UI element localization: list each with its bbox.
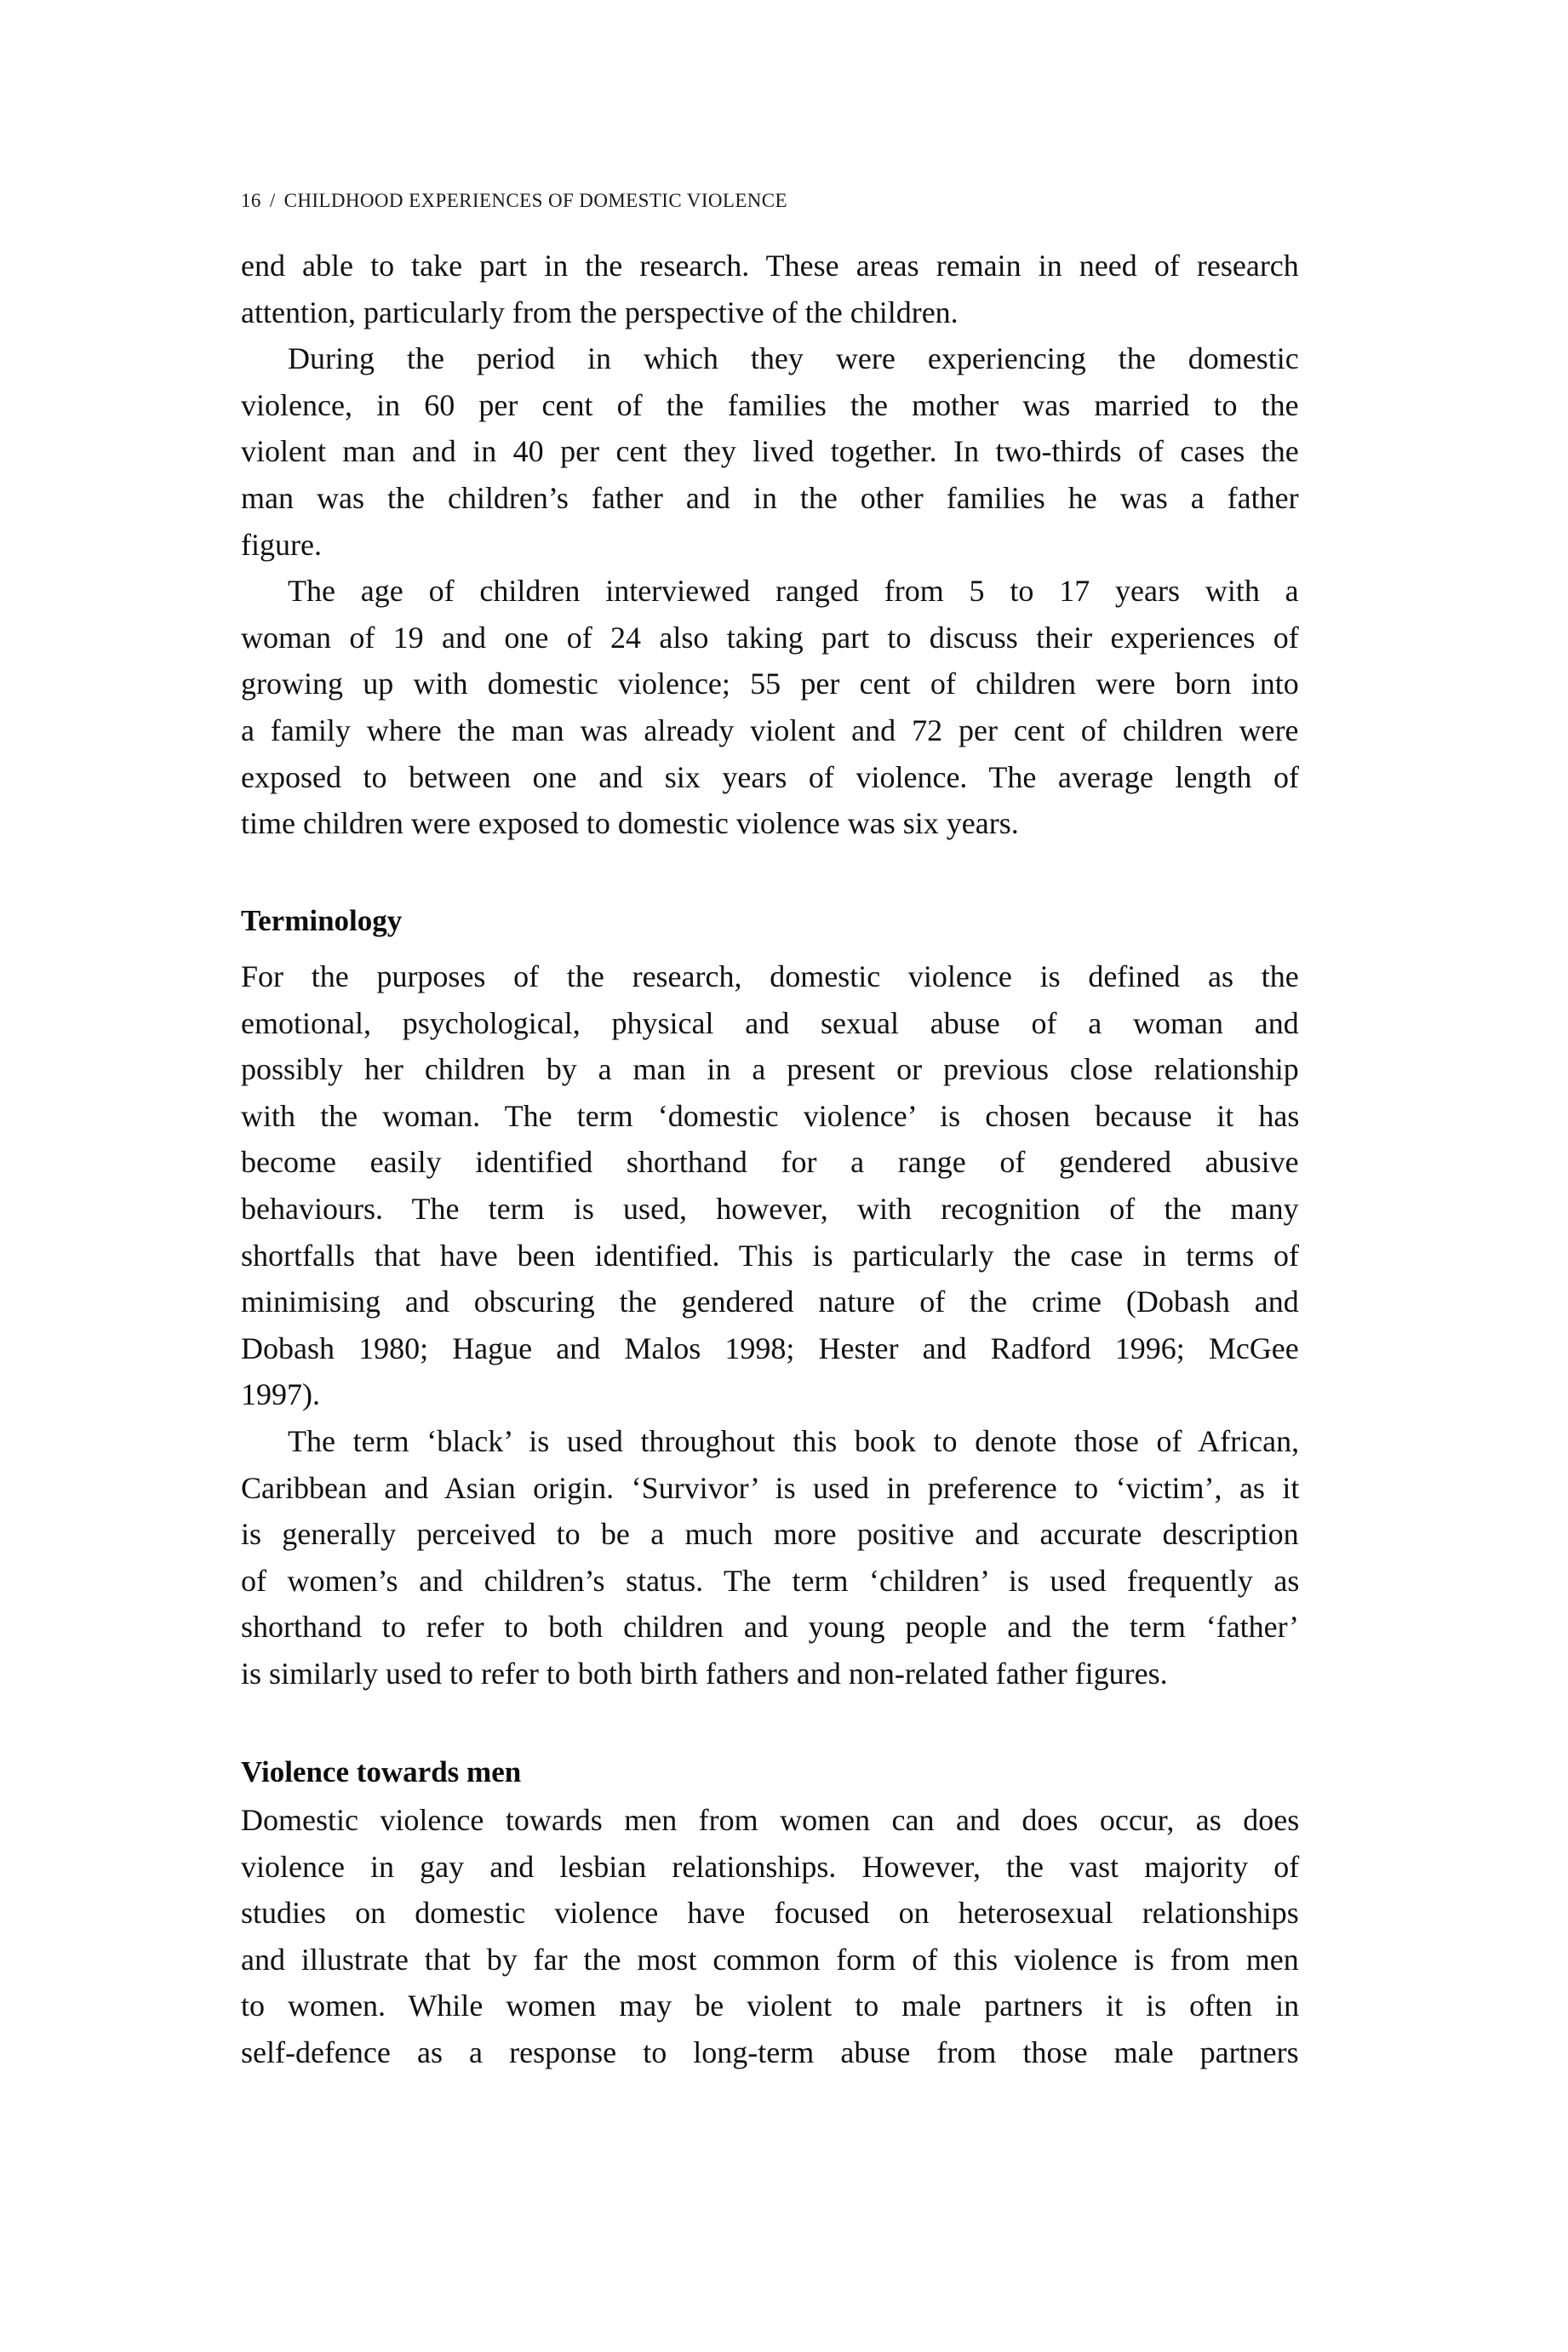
text-line: woman of 19 and one of 24 also taking part to discuss their experiences of bbox=[241, 620, 1299, 655]
section-heading-violence-towards-men: Violence towards men bbox=[241, 1755, 522, 1788]
text-line: shortfalls that have been identified. This is particularly the case in terms of bbox=[241, 1238, 1300, 1273]
paragraph bbox=[241, 243, 1299, 335]
violence-towards-men-text bbox=[241, 1797, 1299, 2076]
text-line: with the woman. The term ‘domestic violence’ is chosen because it has bbox=[241, 1098, 1300, 1133]
book-title: CHILDHOOD EXPERIENCES OF DOMESTIC VIOLENCE bbox=[283, 190, 787, 211]
text-line: growing up with domestic violence; 55 per cent of children were born into bbox=[241, 667, 1299, 701]
page-number: 16 bbox=[241, 190, 261, 211]
text-line: violent man and in 40 per cent they lived together. In two-thirds of cases the bbox=[241, 434, 1299, 469]
text-line: of women’s and children’s status. The term ‘children’ is used frequently as bbox=[241, 1563, 1300, 1598]
paragraph bbox=[241, 1418, 1299, 1697]
text-line: self-defence as a response to long-term abuse from those male partners bbox=[241, 2034, 1299, 2069]
text-line: attention, particularly from the perspective of the children. bbox=[241, 295, 959, 329]
text-line: shorthand to refer to both children and young people and the term ‘father’ bbox=[241, 1610, 1299, 1645]
text-line: emotional, psychological, physical and sexual abuse of a woman and bbox=[241, 1005, 1299, 1040]
text-line: Domestic violence towards men from women can and does occur, as does bbox=[241, 1803, 1300, 1837]
text-line: is generally perceived to be a much more positive and accurate description bbox=[241, 1517, 1299, 1552]
text-line: Dobash 1980; Hague and Malos 1998; Hester and Radford 1996; McGee bbox=[241, 1331, 1299, 1365]
text-line: The term ‘black’ is used throughout this book to denote those of African, bbox=[288, 1423, 1300, 1458]
text-line: a family where the man was already violent and 72 per cent of children were bbox=[241, 712, 1299, 747]
text-line: to women. While women may be violent to male partners it is often in bbox=[241, 1989, 1300, 2023]
paragraph bbox=[241, 953, 1299, 1418]
text-line: studies on domestic violence have focused on heterosexual relationships bbox=[241, 1896, 1299, 1931]
paragraph bbox=[241, 335, 1299, 568]
text-line: minimising and obscuring the gendered nature of the crime (Dobash and bbox=[241, 1285, 1299, 1319]
text-line: is similarly used to refer to both birth fathers and non-related father figures. bbox=[241, 1656, 1168, 1691]
running-head-separator: / bbox=[269, 190, 276, 211]
text-line: For the purposes of the research, domestic violence is defined as the bbox=[241, 959, 1299, 993]
text-line: become easily identified shorthand for a range of gendered abusive bbox=[241, 1145, 1299, 1180]
text-line: end able to take part in the research. These areas remain in need of research bbox=[241, 249, 1299, 283]
section-heading-terminology: Terminology bbox=[241, 904, 403, 937]
text-line: During the period in which they were experiencing the domestic bbox=[288, 341, 1299, 376]
text-line: 1997). bbox=[241, 1377, 320, 1412]
paragraph bbox=[241, 568, 1299, 847]
running-head bbox=[241, 188, 787, 214]
text-line: time children were exposed to domestic violence was six years. bbox=[241, 806, 1019, 841]
intro-text bbox=[241, 243, 1299, 847]
text-line: behaviours. The term is used, however, with recognition of the many bbox=[241, 1191, 1299, 1226]
text-line: Caribbean and Asian origin. ‘Survivor’ is used in preference to ‘victim’, as it bbox=[241, 1470, 1300, 1505]
text-line: The age of children interviewed ranged from 5 to 17 years with a bbox=[288, 574, 1299, 609]
text-line: possibly her children by a man in a present or previous close relationship bbox=[241, 1052, 1299, 1087]
text-line: violence, in 60 per cent of the families the mother was married to the bbox=[241, 387, 1299, 422]
paragraph bbox=[241, 1797, 1299, 2076]
text-line: and illustrate that by far the most common form of this violence is from men bbox=[241, 1942, 1299, 1977]
text-line: man was the children’s father and in the other families he was a father bbox=[241, 480, 1299, 515]
text-line: exposed to between one and six years of violence. The average length of bbox=[241, 759, 1299, 794]
text-line: figure. bbox=[241, 527, 322, 562]
text-line: violence in gay and lesbian relationships. However, the vast majority of bbox=[241, 1849, 1300, 1884]
terminology-text bbox=[241, 953, 1299, 1697]
